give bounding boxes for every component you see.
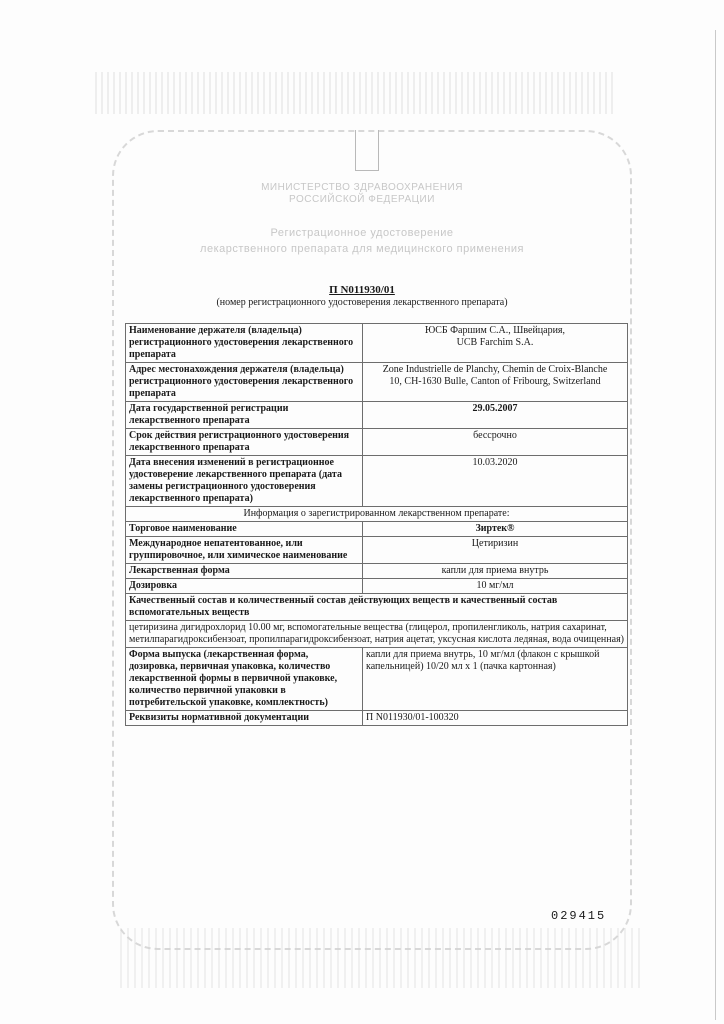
scan-noise-bottom [120, 928, 640, 988]
trade-name-value: Зиртек® [363, 522, 628, 537]
composition-label: Качественный состав и количественный состав действующих веществ и качественный состав вспомогательных веществ [126, 594, 628, 621]
table-row [126, 621, 628, 648]
table-row [126, 648, 628, 711]
emblem-mark [355, 130, 379, 171]
table-row [126, 579, 628, 594]
ministry-line-1: МИНИСТЕРСТВО ЗДРАВООХРАНЕНИЯ [261, 182, 463, 193]
registration-caption: (номер регистрационного удостоверения лекарственного препарата) [216, 297, 508, 308]
registration-block [0, 284, 724, 308]
docs-label: Реквизиты нормативной документации [126, 711, 363, 726]
package-value: капли для приема внутрь, 10 мг/мл (флакон с крышкой капельницей) 10/20 мл x 1 (пачка картонная) [363, 648, 628, 711]
address-label: Адрес местонахождения держателя (владельца) регистрационного удостоверения лекарственного препарата [126, 363, 363, 402]
validity-label: Срок действия регистрационного удостоверения лекарственного препарата [126, 429, 363, 456]
validity-value: бессрочно [363, 429, 628, 456]
trade-name-label: Торговое наименование [126, 522, 363, 537]
address-value-line-1: Zone Industrielle de Planchy, Chemin de Croix-Blanche [382, 364, 608, 375]
holder-value-line-1: ЮСБ Фаршим С.А., Швейцария, [424, 325, 566, 336]
table-row [126, 324, 628, 363]
dosage-value: 10 мг/мл [363, 579, 628, 594]
changes-value: 10.03.2020 [363, 456, 628, 507]
table-row [126, 711, 628, 726]
package-label: Форма выпуска (лекарственная форма, дозировка, первичная упаковка, количество лекарственной формы в первичной упаковке, количество первичной упаковки в потребительской упаковке, комплектность) [126, 648, 363, 711]
table-row [126, 594, 628, 621]
registration-number: П N011930/01 [329, 284, 395, 296]
table-row [126, 429, 628, 456]
table-row [126, 507, 628, 522]
address-value [363, 363, 628, 402]
holder-value-line-2: UCB Farchim S.A. [456, 337, 534, 348]
table-row [126, 564, 628, 579]
inn-label: Международное непатентованное, или группировочное, или химическое наименование [126, 537, 363, 564]
dosage-form-label: Лекарственная форма [126, 564, 363, 579]
table-row [126, 522, 628, 537]
document-title [0, 225, 724, 257]
changes-label: Дата внесения изменений в регистрационное удостоверение лекарственного препарата (дата замены регистрационного удостоверения лекарственного препарата) [126, 456, 363, 507]
page-number: 029415 [551, 909, 607, 923]
table-row [126, 537, 628, 564]
table-row [126, 402, 628, 429]
title-line-1: Регистрационное удостоверение [270, 227, 454, 239]
dosage-form-value: капли для приема внутрь [363, 564, 628, 579]
holder-label: Наименование держателя (владельца) регистрационного удостоверения лекарственного препарата [126, 324, 363, 363]
scan-noise-top [95, 72, 615, 114]
info-header: Информация о зарегистрированном лекарственном препарате: [126, 507, 628, 522]
table-row [126, 363, 628, 402]
ministry-line-2: РОССИЙСКОЙ ФЕДЕРАЦИИ [289, 194, 435, 205]
title-line-2: лекарственного препарата для медицинского применения [200, 243, 524, 255]
registration-table [125, 323, 628, 726]
regdate-label: Дата государственной регистрации лекарственного препарата [126, 402, 363, 429]
table-row [126, 456, 628, 507]
ministry-header [0, 182, 724, 206]
regdate-value: 29.05.2007 [363, 402, 628, 429]
address-value-line-2: 10, CH-1630 Bulle, Canton of Fribourg, Switzerland [389, 376, 601, 387]
composition-value: цетиризина дигидрохлорид 10.00 мг, вспомогательные вещества (глицерол, пропиленгликоль, натрия сахаринат, метилпарагидроксибензоат, пропилпарагидроксибензоат, натрия ацетат, уксусная кислота ледяная, вода очищенная) [126, 621, 628, 648]
scan-edge [715, 30, 716, 1020]
holder-value [363, 324, 628, 363]
docs-value: П N011930/01-100320 [363, 711, 628, 726]
inn-value: Цетиризин [363, 537, 628, 564]
dosage-label: Дозировка [126, 579, 363, 594]
